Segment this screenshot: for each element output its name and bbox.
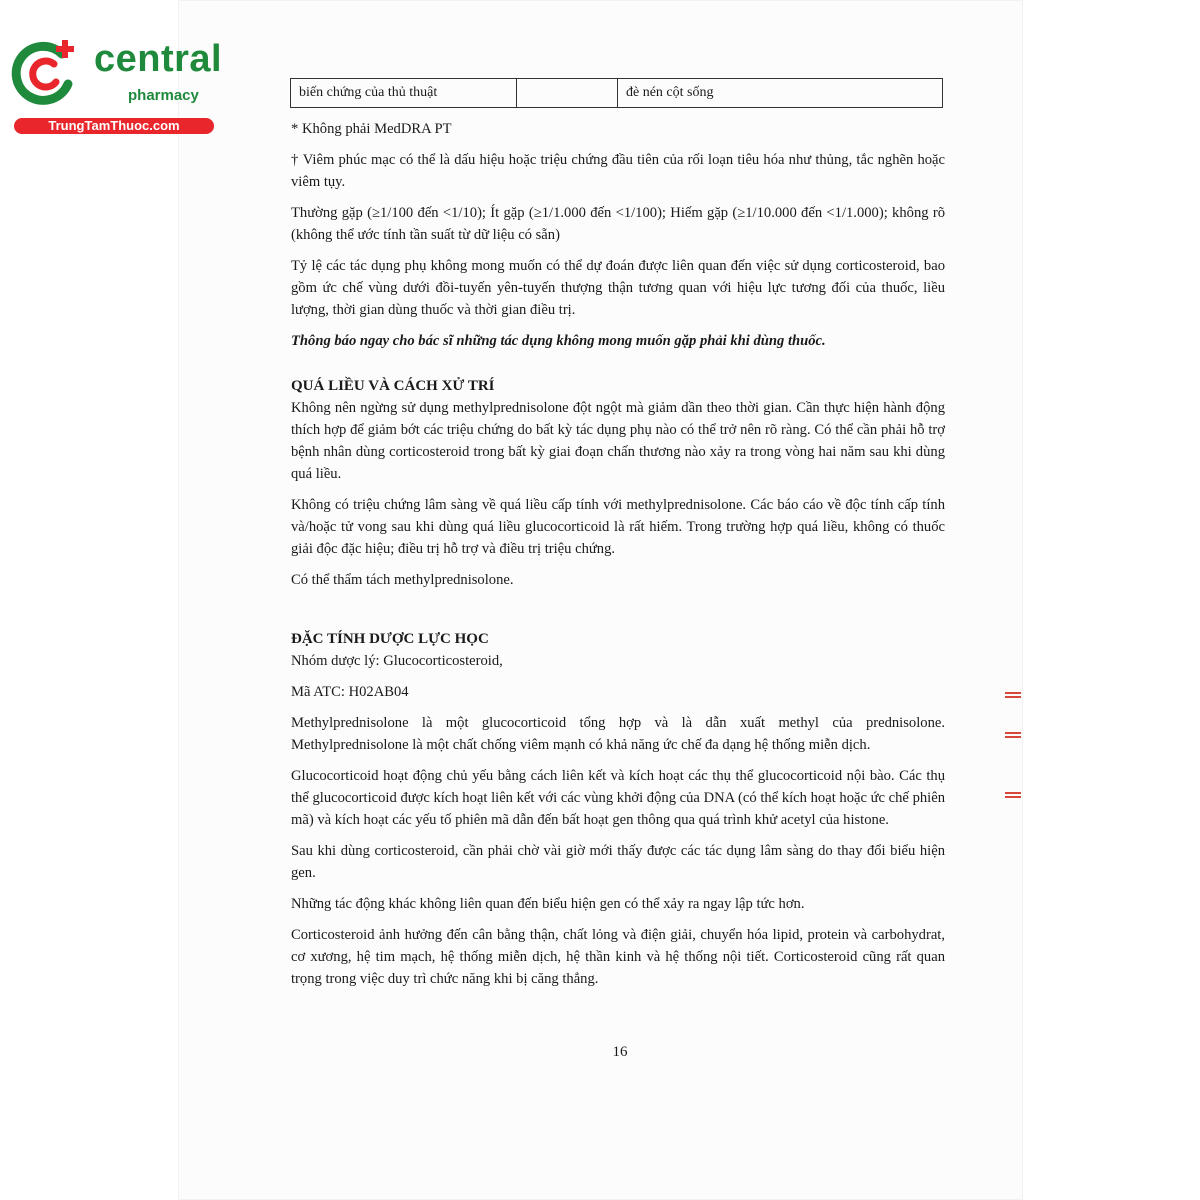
logo-url-badge[interactable]: TrungTamThuoc.com bbox=[14, 118, 214, 134]
table-cell: biến chứng của thủ thuật bbox=[291, 79, 517, 107]
red-stamp-fragment bbox=[1005, 690, 1027, 850]
central-pharmacy-logo[interactable] bbox=[10, 38, 223, 138]
pharmacodynamics-paragraph: Methylprednisolone là một glucocorticoid tổng hợp và là dẫn xuất methyl của prednisolone. Methylprednisolone là một chất chống viêm mạnh có khả năng ức chế đa dạng hệ thống miễn dịch. bbox=[291, 715, 945, 753]
table-cell bbox=[517, 79, 618, 107]
overdose-paragraph: Không có triệu chứng lâm sàng về quá liều cấp tính với methylprednisolone. Các báo cáo về độc tính cấp tính và/hoặc tử vong sau khi dùng quá liều glucocorticoid là rất hiếm. Trong trường hợp quá liều, không có thuốc giải độc đặc hiệu; điều trị hỗ trợ và điều trị triệu chứng. bbox=[291, 497, 945, 557]
table-cell: đè nén cột sống bbox=[626, 85, 714, 100]
atc-code: Mã ATC: H02AB04 bbox=[291, 684, 409, 700]
pharmacologic-group: Nhóm dược lý: Glucocorticosteroid, bbox=[291, 653, 503, 669]
pharmacy-cross-icon bbox=[10, 38, 80, 108]
page-number: 16 bbox=[612, 1044, 628, 1060]
pharmacodynamics-paragraph: Những tác động khác không liên quan đến biểu hiện gen có thể xảy ra ngay lập tức hơn. bbox=[291, 896, 805, 912]
overdose-heading: QUÁ LIỀU VÀ CÁCH XỬ TRÍ bbox=[291, 378, 495, 394]
document-body bbox=[291, 118, 945, 999]
side-effect-paragraph: Tỷ lệ các tác dụng phụ không mong muốn có thể dự đoán được liên quan đến việc sử dụng corticosteroid, bao gồm ức chế vùng dưới đồi-tuyến yên-tuyến thượng thận tương quan với hiệu lực tương đối của thuốc, liều lượng, thời gian dùng thuốc và thời gian điều trị. bbox=[291, 258, 945, 318]
logo-name: central bbox=[94, 38, 223, 80]
pharmacodynamics-heading: ĐẶC TÍNH DƯỢC LỰC HỌC bbox=[291, 631, 489, 647]
table-row bbox=[290, 78, 943, 108]
notice-paragraph: Thông báo ngay cho bác sĩ những tác dụng không mong muốn gặp phải khi dùng thuốc. bbox=[291, 333, 826, 349]
pharmacodynamics-paragraph: Glucocorticoid hoạt động chủ yếu bằng cách liên kết và kích hoạt các thụ thể glucocorticoid nội bào. Các thụ thể glucocorticoid được kích hoạt liên kết với các vùng khởi động của DNA (có thể kích hoạt hoặc ức chế phiên mã) và kích hoạt các yếu tố phiên mã dẫn đến bất hoạt gen thông qua quá trình khử acetyl của histone. bbox=[291, 768, 945, 828]
footnote-meddra: * Không phải MedDRA PT bbox=[291, 121, 452, 137]
logo-subtitle: pharmacy bbox=[128, 87, 199, 104]
footnote-peritonitis: † Viêm phúc mạc có thể là dấu hiệu hoặc triệu chứng đầu tiên của rối loạn tiêu hóa như thủng, tắc nghẽn hoặc viêm tụy. bbox=[291, 152, 945, 190]
overdose-paragraph: Có thể thẩm tách methylprednisolone. bbox=[291, 572, 514, 588]
frequency-legend: Thường gặp (≥1/100 đến <1/10); Ít gặp (≥1/1.000 đến <1/100); Hiếm gặp (≥1/10.000 đến <1/1.000); không rõ (không thể ước tính tần suất từ dữ liệu có sẵn) bbox=[291, 205, 945, 243]
pharmacodynamics-paragraph: Corticosteroid ảnh hưởng đến cân bằng thận, chất lỏng và điện giải, chuyển hóa lipid, protein và carbohydrat, cơ xương, hệ tim mạch, hệ thống miễn dịch, hệ thần kinh và hệ thống nội tiết. Corticosteroid cũng rất quan trọng trong việc duy trì chức năng khi bị căng thẳng. bbox=[291, 927, 945, 987]
overdose-paragraph: Không nên ngừng sử dụng methylprednisolone đột ngột mà giảm dần theo thời gian. Cần thực hiện hành động thích hợp để giảm bớt các triệu chứng do bất kỳ tác dụng phụ nào có thể trở nên rõ ràng. Có thể cần phải hỗ trợ bệnh nhân dùng corticosteroid trong bất kỳ giai đoạn chấn thương nào xảy ra trong vòng hai năm sau khi dùng quá liều. bbox=[291, 400, 945, 482]
pharmacodynamics-paragraph: Sau khi dùng corticosteroid, cần phải chờ vài giờ mới thấy được các tác dụng lâm sàng do thay đổi biểu hiện gen. bbox=[291, 843, 945, 881]
